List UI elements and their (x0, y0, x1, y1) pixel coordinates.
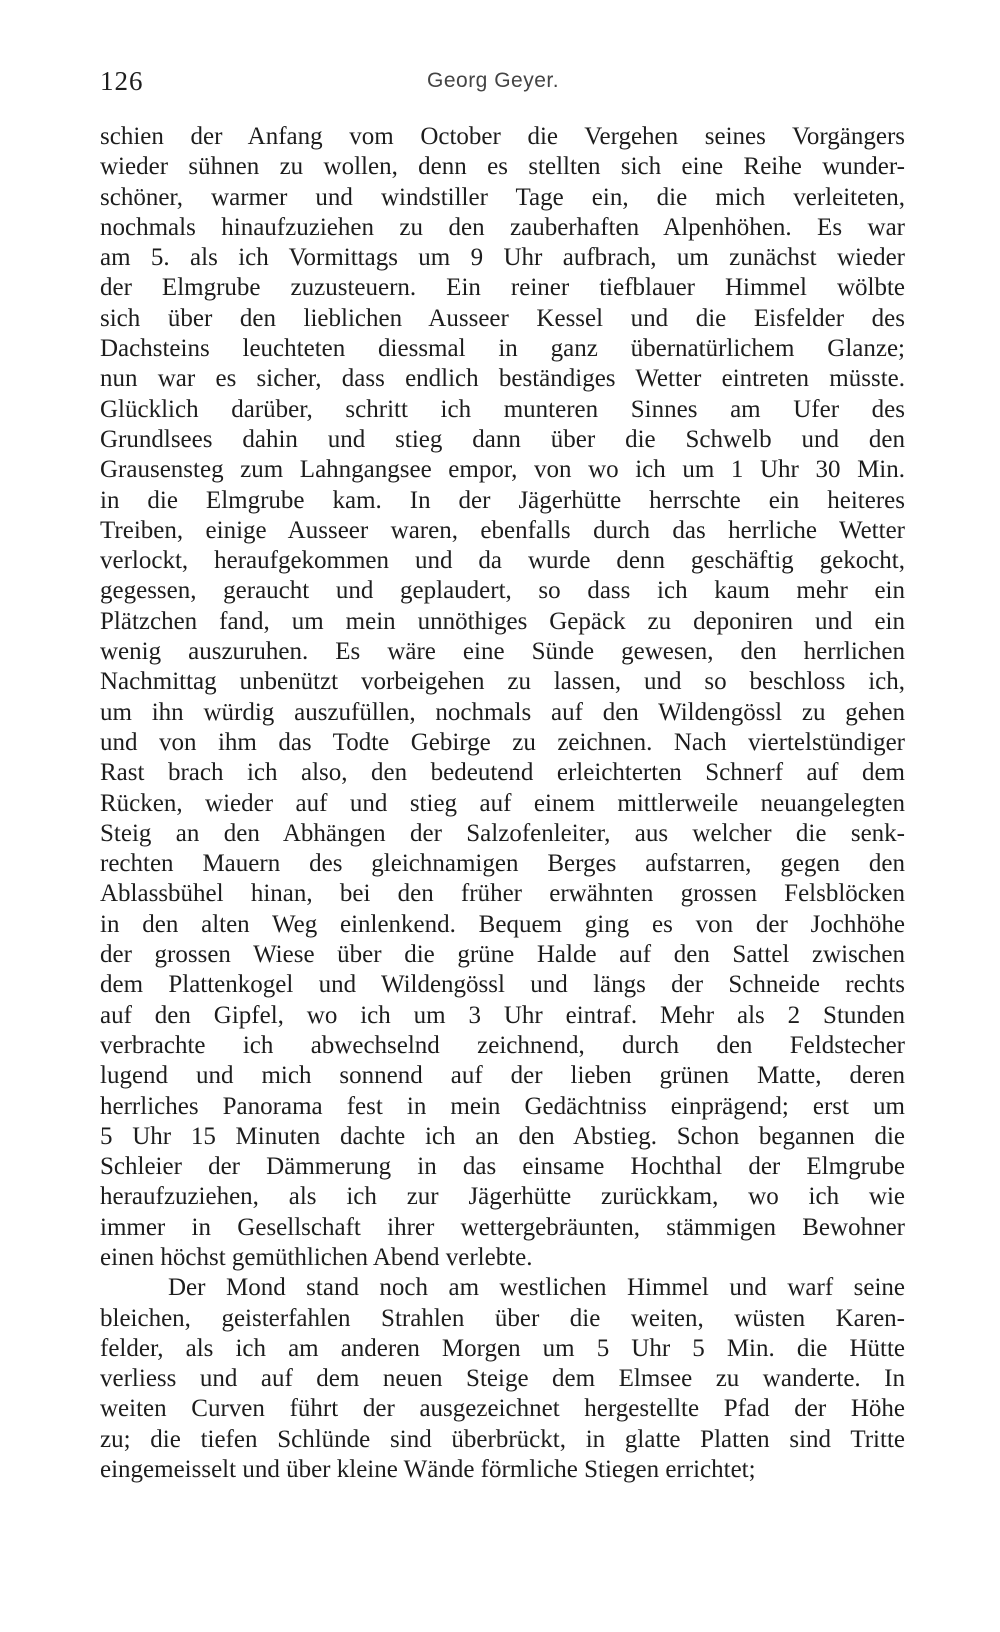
text-line: rechten Mauern des gleichnamigen Berges aufstarren, gegen den (100, 850, 905, 878)
text-line: Dachsteins leuchteten diessmal in ganz übernatürlichem Glanze; (100, 335, 905, 363)
text-line: Grausensteg zum Lahngangsee empor, von wo ich um 1 Uhr 30 Min. (100, 456, 905, 484)
text-line: felder, als ich am anderen Morgen um 5 Uhr 5 Min. die Hütte (100, 1334, 905, 1362)
text-line: Steig an den Abhängen der Salzofenleiter, aus welcher die senk- (100, 819, 905, 847)
text-line: schien der Anfang vom October die Vergehen seines Vorgängers (100, 123, 905, 150)
page-header (100, 66, 905, 106)
text-line: 5 Uhr 15 Minuten dachte ich an den Abstieg. Schon begannen die (100, 1122, 905, 1150)
text-line: wieder sühnen zu wollen, denn es stellten sich eine Reihe wunder- (100, 153, 905, 181)
text-line: zu; die tiefen Schlünde sind überbrückt, in glatte Platten sind Tritte (100, 1425, 905, 1453)
text-line: Der Mond stand noch am westlichen Himmel und warf seine (168, 1274, 905, 1302)
text-line: der Elmgrube zuzusteuern. Ein reiner tiefblauer Himmel wölbte (100, 274, 905, 302)
text-line: Ablassbühel hinan, bei den früher erwähnten grossen Felsblöcken (100, 880, 905, 908)
body-text (100, 122, 905, 1485)
text-line: bleichen, geisterfahlen Strahlen über die weiten, wüsten Karen- (100, 1304, 905, 1332)
text-line: lugend und mich sonnend auf der lieben grünen Matte, deren (100, 1062, 905, 1090)
text-line: auf den Gipfel, wo ich um 3 Uhr eintraf. Mehr als 2 Stunden (100, 1001, 905, 1029)
text-line: in die Elmgrube kam. In der Jägerhütte herrschte ein heiteres (100, 486, 905, 514)
text-line: Grundlsees dahin und stieg dann über die Schwelb und den (100, 425, 905, 453)
page-number: 126 (100, 66, 144, 96)
text-line: Rast brach ich also, den bedeutend erleichterten Schnerf auf dem (100, 759, 905, 787)
text-line: um ihn würdig auszufüllen, nochmals auf den Wildengössl zu gehen (100, 698, 905, 726)
text-line: am 5. als ich Vormittags um 9 Uhr aufbrach, um zunächst wieder (100, 244, 905, 272)
text-line: sich über den lieblichen Ausseer Kessel und die Eisfelder des (100, 304, 905, 332)
text-line: weiten Curven führt der ausgezeichnet hergestellte Pfad der Höhe (100, 1395, 905, 1423)
text-line: gegessen, geraucht und geplaudert, so dass ich kaum mehr ein (100, 577, 905, 605)
text-line: dem Plattenkogel und Wildengössl und längs der Schneide rechts (100, 971, 905, 999)
text-line: verlockt, heraufgekommen und da wurde denn geschäftig gekocht, (100, 547, 905, 575)
text-line: in den alten Weg einlenkend. Bequem ging es von der Jochhöhe (100, 910, 905, 938)
text-line: Plätzchen fand, um mein unnöthiges Gepäck zu deponiren und ein (100, 607, 905, 635)
text-line: Treiben, einige Ausseer waren, ebenfalls durch das herrliche Wetter (100, 516, 905, 544)
text-line: verliess und auf dem neuen Steige dem Elmsee zu wanderte. In (100, 1365, 905, 1393)
text-line: und von ihm das Todte Gebirge zu zeichnen. Nach viertelstündiger (100, 728, 905, 756)
text-line: Schleier der Dämmerung in das einsame Hochthal der Elmgrube (100, 1153, 905, 1181)
text-line: Nachmittag unbenützt vorbeigehen zu lassen, und so beschloss ich, (100, 668, 905, 696)
text-line: herrliches Panorama fest in mein Gedächtniss einprägend; erst um (100, 1092, 905, 1120)
text-line: Rücken, wieder auf und stieg auf einem mittlerweile neuangelegten (100, 789, 905, 817)
running-head: Georg Geyer. (427, 69, 560, 92)
text-line: wenig auszuruhen. Es wäre eine Sünde gewesen, den herrlichen (100, 638, 905, 666)
text-line: verbrachte ich abwechselnd zeichnend, durch den Feldstecher (100, 1031, 905, 1059)
text-line: Glücklich darüber, schritt ich munteren Sinnes am Ufer des (100, 395, 905, 423)
text-line: schöner, warmer und windstiller Tage ein, die mich verleiteten, (100, 183, 905, 211)
text-line: einen höchst gemüthlichen Abend verlebte. (100, 1243, 533, 1271)
text-line: nochmals hinaufzuziehen zu den zauberhaften Alpenhöhen. Es war (100, 213, 905, 241)
text-line: heraufzuziehen, als ich zur Jägerhütte zurückkam, wo ich wie (100, 1183, 905, 1211)
text-line: nun war es sicher, dass endlich beständiges Wetter eintreten müsste. (100, 365, 905, 393)
text-line: immer in Gesellschaft ihrer wettergebräunten, stämmigen Bewohner (100, 1213, 905, 1241)
text-line: eingemeisselt und über kleine Wände förmliche Stiegen errichtet; (100, 1456, 756, 1484)
text-line: der grossen Wiese über die grüne Halde auf den Sattel zwischen (100, 941, 905, 969)
